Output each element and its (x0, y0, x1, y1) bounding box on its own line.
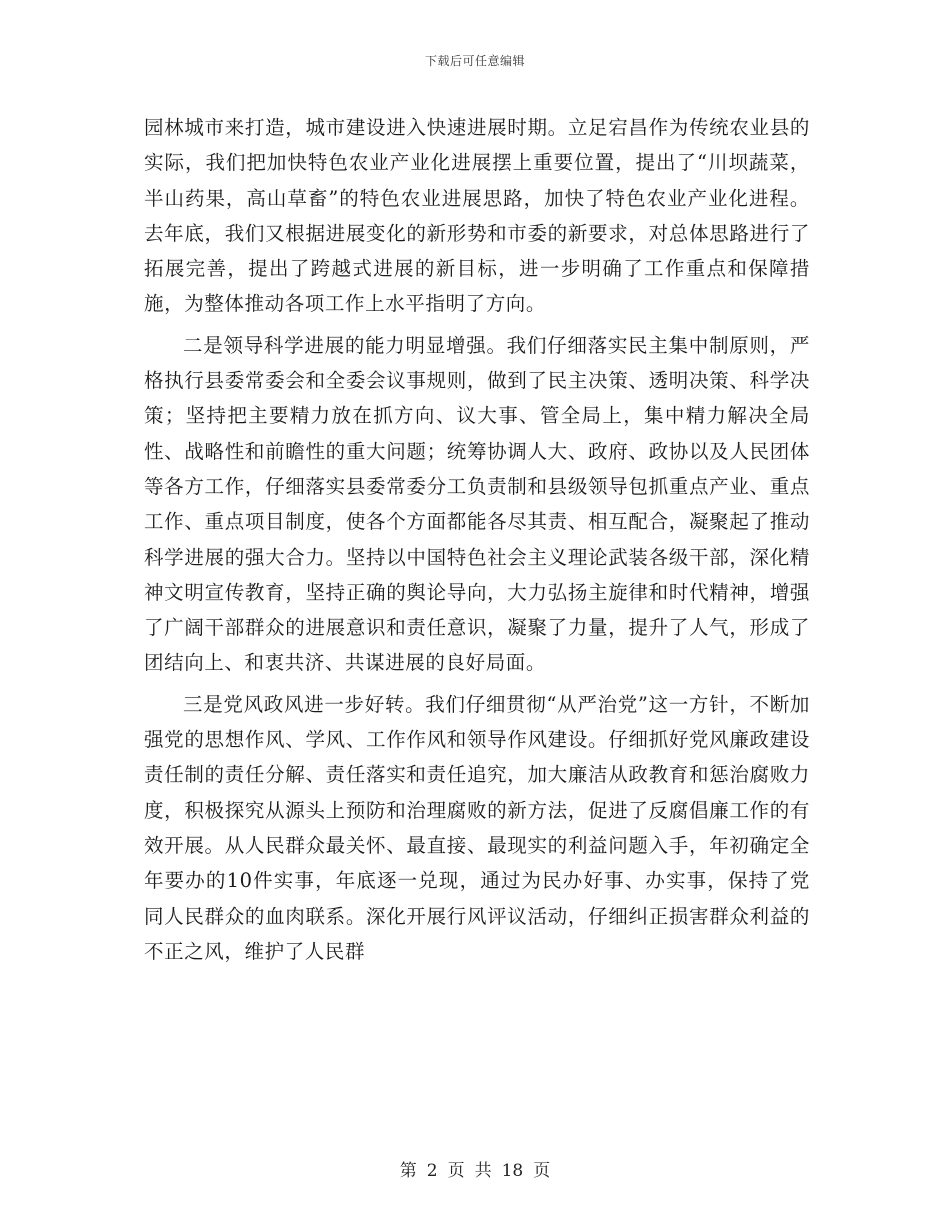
paragraph-3: 三是党风政风进一步好转。我们仔细贯彻“从严治党”这一方针，不断加强党的思想作风、学风、工作作风和领导作风建设。仔细抓好党风廉政建设责任制的责任分解、责任落实和责任追究，加大廉洁从政教育和惩治腐败力度，积极探究从源头上预防和治理腐败的新方法，促进了反腐倡廉工作的有效开展。从人民群众最关怀、最直接、最现实的利益问题入手，年初确定全年要办的10件实事，年底逐一兑现，通过为民办好事、办实事，保持了党同人民群众的血肉联系。深化开展行风评议活动，仔细纠正损害群众利益的不正之风，维护了人民群 (144, 692, 810, 963)
footer-current-page: 2 (426, 1161, 438, 1181)
page-footer (0, 1156, 950, 1181)
footer-label-ye2: 页 (533, 1161, 551, 1181)
footer-total-pages: 18 (501, 1161, 524, 1181)
footer-label-di: 第 (399, 1161, 417, 1181)
page-header: 下载后可任意编辑 (424, 54, 525, 68)
paragraph-2: 二是领导科学进展的能力明显增强。我们仔细落实民主集中制原则，严格执行县委常委会和全委会议事规则，做到了民主决策、透明决策、科学决策；坚持把主要精力放在抓方向、议大事、管全局上，集中精力解决全局性、战略性和前瞻性的重大问题；统筹协调人大、政府、政协以及人民团体等各方工作，仔细落实县委常委分工负责制和县级领导包抓重点产业、重点工作、重点项目制度，使各个方面都能各尽其责、相互配合，凝聚起了推动科学进展的强大合力。坚持以中国特色社会主义理论武装各级干部，深化精神文明宣传教育，坚持正确的舆论导向，大力弘扬主旋律和时代精神，增强了广阔干部群众的进展意识和责任意识，凝聚了力量，提升了人气，形成了团结向上、和衷共济、共谋进展的良好局面。 (144, 333, 810, 675)
footer-label-gong: 共 (474, 1161, 492, 1181)
document-body (144, 110, 810, 975)
paragraph-1: 园林城市来打造，城市建设进入快速进展时期。立足宕昌作为传统农业县的实际，我们把加快特色农业产业化进展摆上重要位置，提出了“川坝蔬菜，半山药果，高山草畜”的特色农业进展思路，加快了特色农业产业化进程。去年底，我们又根据进展变化的新形势和市委的新要求，对总体思路进行了拓展完善，提出了跨越式进展的新目标，进一步明确了工作重点和保障措施，为整体推动各项工作上水平指明了方向。 (144, 116, 810, 316)
footer-label-ye: 页 (447, 1161, 465, 1181)
